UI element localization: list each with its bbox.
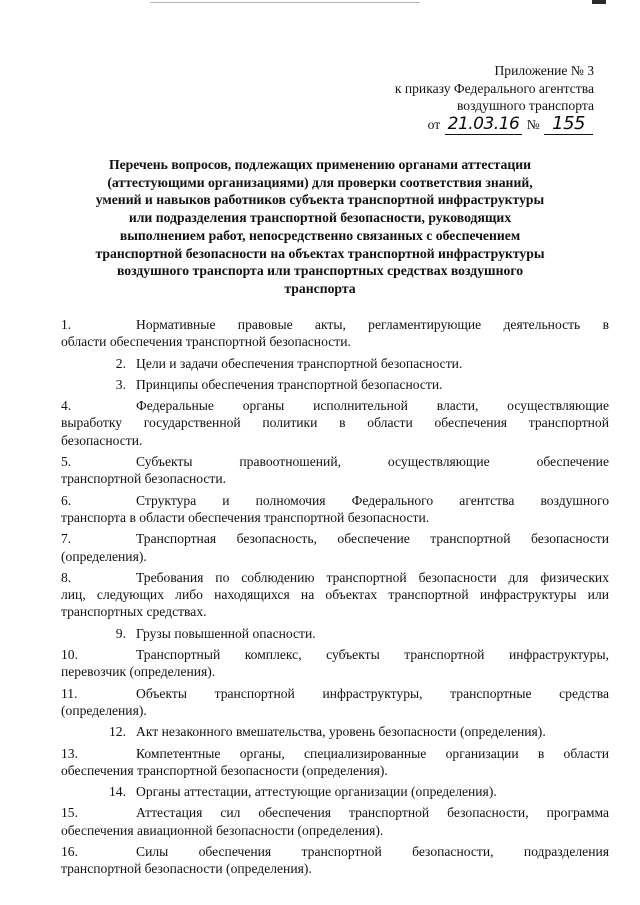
list-item-number: 13. — [61, 745, 78, 761]
list-item-text: Органы аттестации, аттестующие организации (определения). — [136, 784, 497, 800]
list-item — [61, 569, 609, 621]
list-item-number: 12. — [109, 724, 126, 740]
list-item-number: 10. — [61, 647, 78, 663]
list-item-number: 1. — [61, 317, 72, 332]
list-item-text: транспортной безопасности (определения). — [61, 861, 312, 877]
list-item-line — [61, 685, 609, 702]
list-item-text: Акт незаконного вмешательства, уровень безопасности (определения). — [136, 724, 546, 740]
list-item-line — [61, 745, 609, 762]
list-item-text: области обеспечения транспортной безопасности. — [61, 334, 351, 350]
scan-top-mark — [592, 0, 606, 4]
list-item — [61, 685, 609, 720]
list-item-text: обеспечения транспортной безопасности (определения). — [61, 762, 388, 778]
list-item-text: Требования по соблюдению транспортной безопасности для физических — [136, 569, 609, 585]
list-item — [61, 355, 609, 372]
list-item-number: 15. — [61, 805, 78, 821]
list-item-line — [61, 646, 609, 663]
list-item — [61, 397, 609, 449]
list-item-line — [61, 355, 609, 372]
list-item-text: Нормативные правовые акты, регламентирующие деятельность в — [136, 317, 609, 332]
list-item — [61, 376, 609, 393]
list-item-text: Принципы обеспечения транспортной безопасности. — [136, 376, 443, 392]
title-line: умений и навыков работников субъекта транспортной инфраструктуры — [95, 192, 545, 208]
appendix-number: Приложение № 3 — [494, 63, 594, 78]
title-line: транспортной безопасности на объектах транспортной инфраструктуры — [95, 245, 545, 261]
title-line: выполнением работ, непосредственно связанных с обеспечением — [119, 227, 521, 243]
list-item-number: 2. — [115, 355, 126, 371]
list-item — [61, 646, 609, 681]
list-item-number: 3. — [115, 376, 126, 392]
list-item-line — [61, 783, 609, 800]
list-item-number: 9. — [115, 625, 126, 641]
handwritten-date: 21.03.16 — [445, 114, 523, 135]
list-item — [61, 843, 609, 878]
list-item-text: (определения). — [61, 548, 147, 564]
list-item — [61, 530, 609, 565]
appendix-agency: воздушного транспорта — [456, 98, 594, 113]
list-item-text: транспорта в области обеспечения транспортной безопасности. — [61, 509, 430, 525]
list-item-text: выработку государственной политики в области обеспечения транспортной — [61, 415, 609, 431]
list-item-text: безопасности. — [61, 432, 143, 448]
title-line: (аттестующими организациями) для проверки соответствия знаний, — [107, 174, 533, 190]
list-item-text: Транспортная безопасность, обеспечение транспортной безопасности — [136, 531, 609, 547]
list-item-text: Компетентные органы, специализированные организации в области — [136, 745, 609, 761]
list-item-number: 11. — [61, 685, 78, 701]
list-item-text: транспортной безопасности. — [61, 471, 227, 487]
list-item-number: 5. — [61, 454, 72, 470]
list-item-text: перевозчик (определения). — [61, 664, 216, 680]
title-line: или подразделения транспортной безопасности, руководящих — [128, 210, 512, 226]
list-item-text: Структура и полномочия Федерального агентства воздушного — [136, 492, 609, 508]
list-item-text: Субъекты правоотношений, осуществляющие обеспечение — [136, 454, 609, 470]
order-date-number — [274, 112, 594, 134]
list-item-number: 16. — [61, 844, 78, 860]
list-item-line — [61, 569, 609, 586]
list-item-number: 8. — [61, 569, 72, 585]
list-item-line — [61, 453, 609, 470]
list-item-line — [61, 804, 609, 821]
list-item-line — [61, 376, 609, 393]
list-item-line — [61, 492, 609, 509]
list-item — [61, 625, 609, 642]
title-line: воздушного транспорта или транспортных средствах воздушного — [116, 263, 524, 279]
list-item — [61, 804, 609, 839]
title-line: транспорта — [284, 280, 356, 296]
list-item-number: 14. — [109, 784, 126, 800]
list-item — [61, 783, 609, 800]
document-title — [95, 156, 545, 298]
list-item-line — [61, 625, 609, 642]
list-item-line — [61, 843, 609, 860]
appendix-order-ref: к приказу Федерального агентства — [394, 80, 594, 96]
title-line: Перечень вопросов, подлежащих применению органами аттестации — [108, 157, 532, 172]
list-item-text: Грузы повышенной опасности. — [136, 625, 316, 641]
list-item-text: Транспортный комплекс, субъекты транспортной инфраструктуры, — [136, 647, 609, 663]
appendix-header — [274, 62, 594, 133]
list-item-line — [61, 316, 609, 333]
scan-top-rule — [150, 2, 420, 3]
list-item — [61, 316, 609, 351]
list-item-text: транспортных средствах. — [61, 604, 207, 620]
list-item-line — [61, 530, 609, 547]
list-item-line — [61, 723, 609, 740]
question-list — [61, 316, 609, 878]
list-item-text: (определения). — [61, 702, 147, 718]
list-item — [61, 453, 609, 488]
list-item — [61, 492, 609, 527]
list-item-text: обеспечения авиационной безопасности (определения). — [61, 822, 384, 838]
list-item-text: Аттестация сил обеспечения транспортной безопасности, программа — [136, 805, 609, 821]
list-item — [61, 723, 609, 740]
number-prefix: № — [526, 116, 540, 132]
handwritten-order-number: 155 — [544, 113, 593, 135]
list-item-number: 7. — [61, 531, 72, 547]
date-prefix: от — [427, 116, 441, 132]
list-item-number: 6. — [61, 492, 72, 508]
list-item-text: Объекты транспортной инфраструктуры, транспортные средства — [136, 685, 609, 701]
list-item-line — [61, 397, 609, 414]
list-item-text: Цели и задачи обеспечения транспортной безопасности. — [136, 355, 463, 371]
list-item-text: Силы обеспечения транспортной безопасности, подразделения — [136, 844, 609, 860]
list-item-text: лиц, следующих либо находящихся на объектах транспортной инфраструктуры или — [61, 587, 609, 603]
list-item-number: 4. — [61, 398, 72, 414]
list-item — [61, 745, 609, 780]
list-item-text: Федеральные органы исполнительной власти, осуществляющие — [136, 398, 609, 414]
